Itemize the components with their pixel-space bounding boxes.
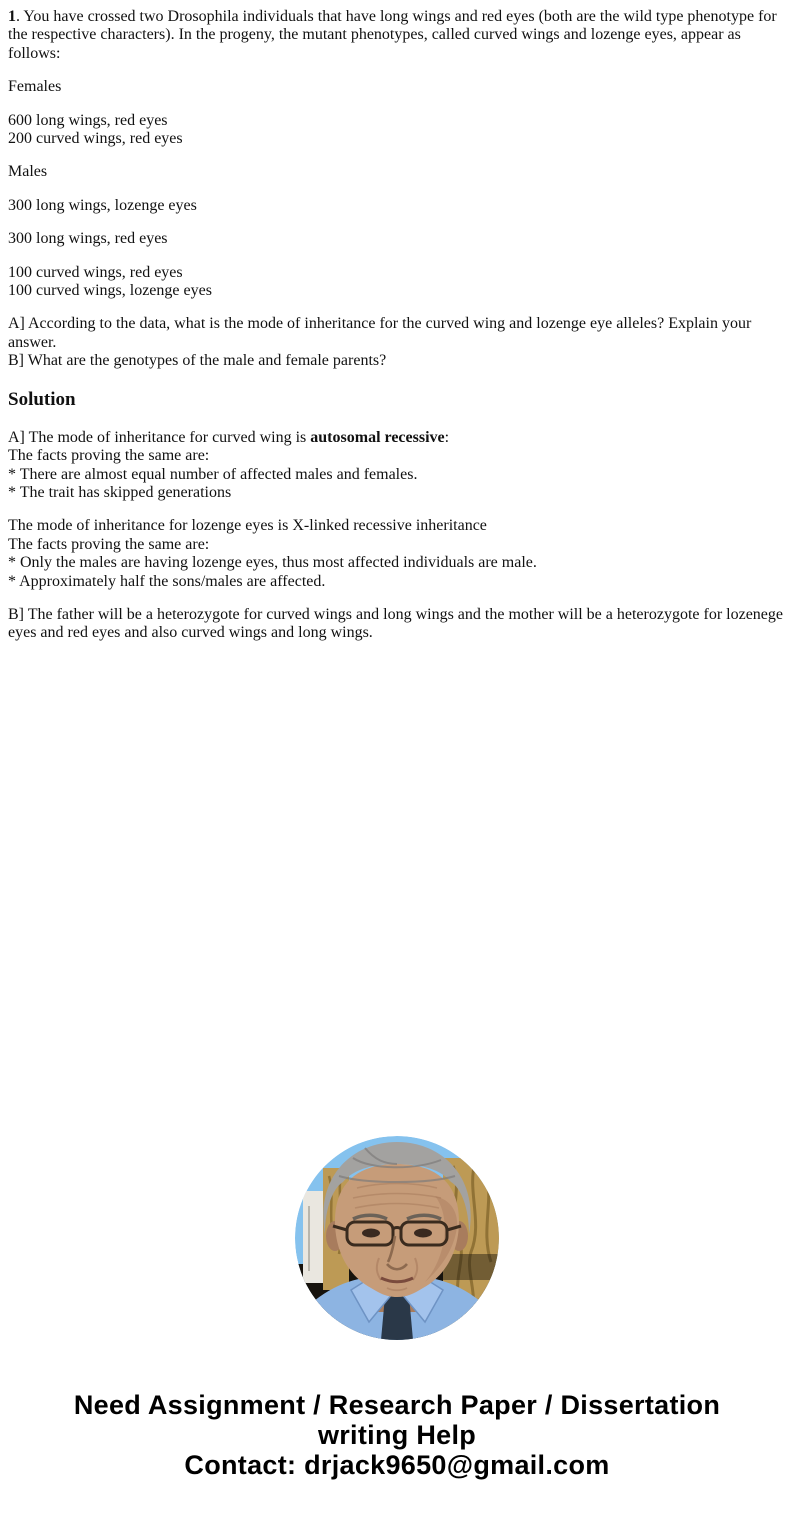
x-linked-line: The mode of inheritance for lozenge eyes is X-linked recessive inheritance xyxy=(8,517,487,535)
solution-x-linked xyxy=(8,517,786,591)
footer-contact-text: Contact: drjack9650@gmail.com xyxy=(184,1449,610,1480)
question-a: A] According to the data, what is the mode of inheritance for the curved wing and lozenge eye alleles? Explain your answer. xyxy=(8,315,752,351)
facts-intro: The facts proving the same are: xyxy=(8,447,210,465)
solution-heading: Solution xyxy=(8,388,76,410)
solution-part-b: B] The father will be a heterozygote for curved wings and long wings and the mother will be a heterozygote for lozenege eyes and red eyes and also curved wings and long wings. xyxy=(8,605,783,642)
solution-part-a xyxy=(8,429,786,503)
footer-ad xyxy=(0,1390,794,1480)
facts-intro: The facts proving the same are: xyxy=(8,535,210,553)
answer-a-lead: A] The mode of inheritance for curved wing is xyxy=(8,428,311,446)
photo-eye-right xyxy=(414,1228,432,1237)
females-label: Females xyxy=(8,78,62,96)
male-count-line: 100 curved wings, red eyes xyxy=(8,263,183,281)
footer-help-text: Need Assignment / Research Paper / Dissertation writing Help xyxy=(73,1389,721,1450)
answer-a-bold: autosomal recessive xyxy=(310,428,445,446)
male-count-line: 100 curved wings, lozenge eyes xyxy=(8,282,212,300)
male-counts xyxy=(8,264,786,301)
problem-number: 1 xyxy=(8,8,16,25)
problem-intro: . You have crossed two Drosophila individuals that have long wings and red eyes (both are the wild type phenotype for the respective characters). In the progeny, the mutant phenotypes, called curved wings and lozenge eyes, appear as follows: xyxy=(8,8,777,62)
photo-right-curtain-shadow xyxy=(443,1254,499,1280)
avatar xyxy=(295,1136,499,1340)
male-count-line: 300 long wings, lozenge eyes xyxy=(8,196,197,214)
female-count-line: 600 long wings, red eyes xyxy=(8,111,168,129)
male-count-line: 300 long wings, red eyes xyxy=(8,230,168,248)
fact-line: * Only the males are having lozenge eyes, thus most affected individuals are male. xyxy=(8,554,537,572)
photo-eye-left xyxy=(362,1228,380,1237)
questions xyxy=(8,315,786,370)
female-count-line: 200 curved wings, red eyes xyxy=(8,130,183,148)
fact-line: * Approximately half the sons/males are affected. xyxy=(8,572,326,590)
fact-line: * There are almost equal number of affected males and females. xyxy=(8,465,418,483)
problem-statement xyxy=(8,8,786,63)
question-b: B] What are the genotypes of the male and female parents? xyxy=(8,352,387,370)
female-counts xyxy=(8,112,786,149)
document-body xyxy=(0,0,794,643)
answer-a-tail: : xyxy=(444,428,450,446)
males-label: Males xyxy=(8,163,48,181)
avatar-section xyxy=(0,1136,794,1340)
fact-line: * The trait has skipped generations xyxy=(8,483,232,501)
